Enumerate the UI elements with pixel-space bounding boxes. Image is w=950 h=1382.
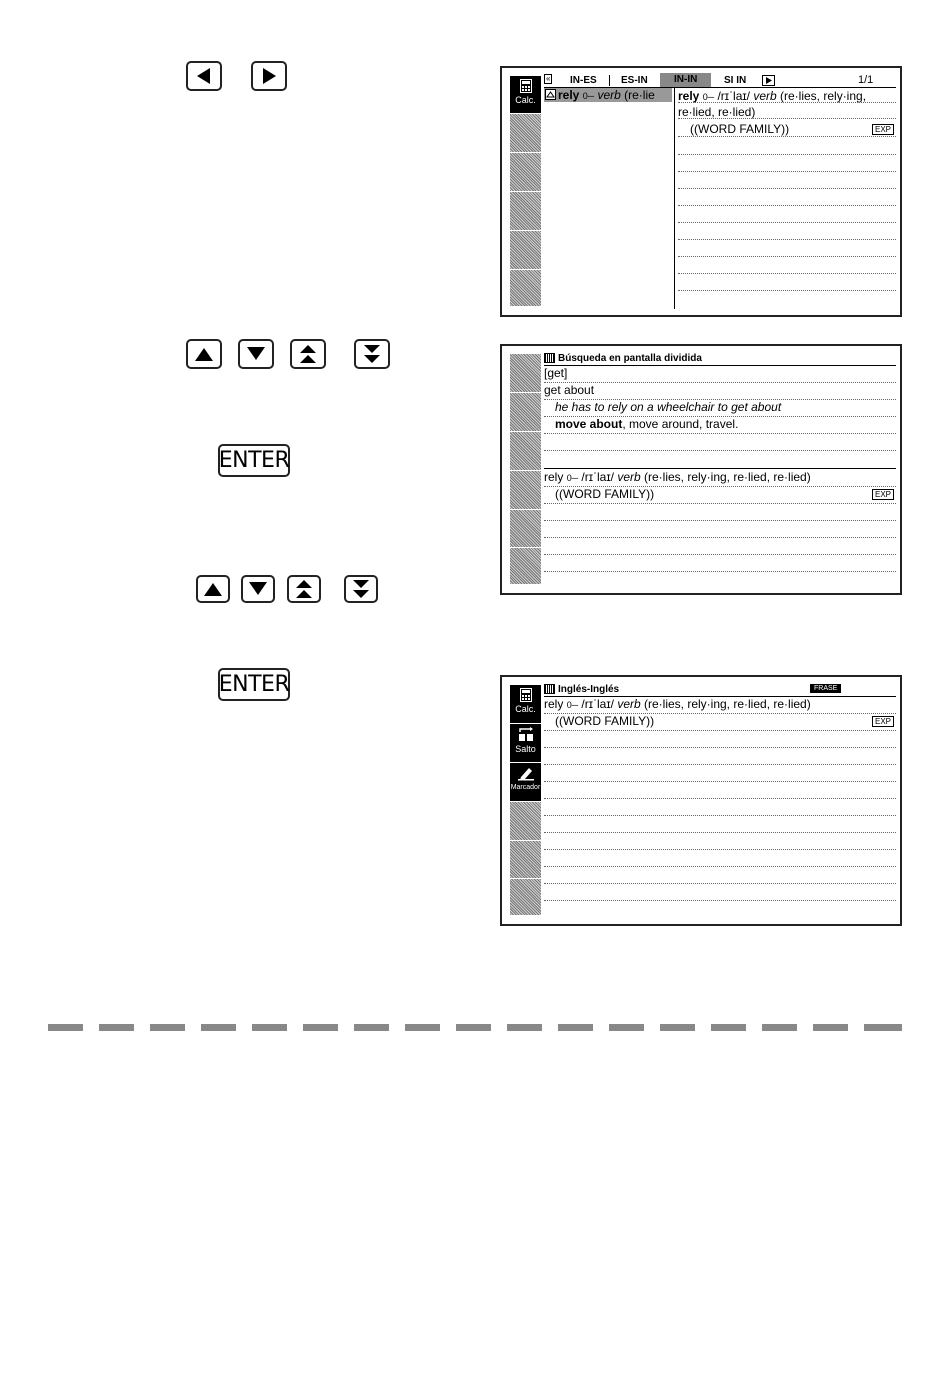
key-icon: 0─ — [582, 91, 595, 101]
rule — [544, 849, 896, 850]
page-up-key-2[interactable] — [287, 575, 321, 603]
function-sidebar — [510, 685, 541, 916]
calculator-icon — [520, 688, 532, 702]
example-sentence: he has to rely on a wheelchair to get about — [555, 400, 782, 414]
page-down-key[interactable] — [354, 339, 390, 369]
rule — [544, 781, 896, 782]
dash-segment — [762, 1024, 797, 1031]
rule — [678, 290, 896, 291]
marker-button[interactable] — [510, 763, 541, 802]
entry-pos: verb — [753, 89, 777, 103]
dash-segment — [558, 1024, 593, 1031]
sidebar-slot[interactable] — [510, 114, 541, 153]
title-text: Búsqueda en pantalla dividida — [558, 353, 702, 364]
dash-segment — [813, 1024, 848, 1031]
calc-label: Calc. — [515, 95, 536, 105]
synonyms-rest: , move around, travel. — [622, 417, 739, 431]
calculator-icon — [520, 79, 532, 93]
down-triangle-icon — [248, 581, 268, 597]
list-word: rely — [558, 88, 580, 102]
dash-segment — [201, 1024, 236, 1031]
screen-dictionary-list — [500, 66, 902, 317]
sidebar-slot[interactable] — [510, 354, 541, 393]
entry-pos: verb — [617, 697, 641, 711]
screen-split-search — [500, 344, 902, 595]
enter-key[interactable]: ENTER — [218, 444, 290, 477]
screen-title — [544, 352, 702, 366]
sidebar-slot[interactable] — [510, 510, 541, 548]
rule — [678, 256, 896, 257]
entry-forms-2: re·lied, re·lied) — [678, 105, 756, 119]
page-up-key[interactable] — [290, 339, 326, 369]
key-icon: 0─ — [566, 473, 579, 483]
entry-forms-1: (re·lies, rely·ing, — [780, 89, 867, 103]
tab-es-in[interactable]: ES-IN — [621, 75, 648, 86]
rule — [678, 171, 896, 172]
rule — [678, 205, 896, 206]
rule — [544, 798, 896, 799]
word-family[interactable]: ((WORD FAMILY)) — [555, 487, 655, 501]
entry-head: rely — [544, 470, 564, 484]
search-term: [get] — [544, 366, 568, 380]
back-icon[interactable]: « — [546, 74, 551, 83]
double-down-icon — [351, 578, 371, 600]
dash-segment — [405, 1024, 440, 1031]
entry-pron: /rɪˈlaɪ/ — [581, 470, 614, 484]
tab-si-in[interactable]: SI IN — [724, 75, 747, 86]
rule — [678, 118, 896, 119]
sidebar-slot[interactable] — [510, 192, 541, 231]
rule — [544, 815, 896, 816]
key-icon: 0─ — [702, 92, 715, 102]
rule — [544, 866, 896, 867]
calc-button[interactable] — [510, 685, 541, 724]
right-arrow-key[interactable] — [251, 61, 287, 91]
double-up-icon — [294, 578, 314, 600]
left-triangle-icon — [195, 67, 213, 85]
play-icon[interactable] — [762, 75, 775, 86]
phrase-badge[interactable]: FRASE — [810, 684, 841, 693]
dash-segment — [660, 1024, 695, 1031]
rule — [544, 433, 896, 434]
pane-divider — [674, 88, 675, 309]
entry-forms: (re·lies, rely·ing, re·lied, re·lied) — [644, 470, 811, 484]
rule — [678, 222, 896, 223]
list-pos: verb — [597, 88, 621, 102]
rule — [678, 273, 896, 274]
double-down-icon — [362, 343, 382, 365]
sidebar-slot[interactable] — [510, 841, 541, 879]
jump-icon — [518, 727, 534, 742]
screen-english-english — [500, 675, 902, 926]
tab-divider — [609, 75, 610, 86]
dash-segment — [609, 1024, 644, 1031]
rule — [544, 730, 896, 731]
synonyms — [555, 417, 738, 431]
down-arrow-key[interactable] — [238, 339, 274, 369]
rule — [678, 102, 896, 103]
double-up-icon — [298, 343, 318, 365]
rule — [678, 136, 896, 137]
up-scroll-icon[interactable] — [545, 89, 556, 100]
dictionary-icon — [544, 353, 555, 363]
rule — [544, 832, 896, 833]
up-triangle-icon — [194, 346, 214, 362]
rule — [544, 571, 896, 572]
word-family[interactable]: ((WORD FAMILY)) — [555, 714, 655, 728]
list-rest: (re·lie — [624, 88, 655, 102]
sidebar-slot[interactable] — [510, 802, 541, 841]
rule — [544, 747, 896, 748]
left-arrow-key[interactable] — [186, 61, 222, 91]
tab-in-in[interactable]: IN-IN — [660, 73, 711, 87]
right-triangle-icon — [260, 67, 278, 85]
function-sidebar — [510, 76, 541, 307]
dash-segment — [99, 1024, 134, 1031]
dash-segment — [711, 1024, 746, 1031]
rule — [678, 239, 896, 240]
dash-segment — [456, 1024, 491, 1031]
entry-head: rely — [678, 89, 700, 103]
rule — [544, 764, 896, 765]
rule — [544, 900, 896, 901]
rule — [544, 883, 896, 884]
rule — [678, 154, 896, 155]
key-icon: 0─ — [566, 700, 579, 710]
calc-button[interactable] — [510, 76, 541, 114]
tab-in-es[interactable]: IN-ES — [570, 75, 597, 86]
dash-segment — [354, 1024, 389, 1031]
exp-badge[interactable]: EXP — [872, 124, 894, 135]
up-triangle-icon — [203, 581, 223, 597]
jump-button[interactable] — [510, 724, 541, 763]
sidebar-slot[interactable] — [510, 393, 541, 432]
entry-pos: verb — [617, 470, 641, 484]
synonyms-bold: move about — [555, 417, 623, 431]
dash-segment — [507, 1024, 542, 1031]
rule — [544, 450, 896, 451]
enter-key-2[interactable]: ENTER — [218, 668, 290, 701]
entry-line — [544, 697, 811, 712]
entry-forms: (re·lies, rely·ing, re·lied, re·lied) — [644, 697, 811, 711]
word-family[interactable]: ((WORD FAMILY)) — [690, 122, 790, 136]
rule — [678, 188, 896, 189]
marker-pen-icon — [518, 766, 534, 781]
dash-segment — [303, 1024, 338, 1031]
sidebar-slot[interactable] — [510, 471, 541, 510]
dictionary-icon — [544, 684, 555, 694]
page-down-key-2[interactable] — [344, 575, 378, 603]
rule — [544, 554, 896, 555]
screen-title — [544, 683, 619, 697]
entry-pron: /rɪˈlaɪ/ — [581, 697, 614, 711]
calc-label: Calc. — [515, 704, 536, 714]
exp-badge[interactable]: EXP — [872, 489, 894, 500]
up-arrow-key-2[interactable] — [196, 575, 230, 603]
rule — [544, 537, 896, 538]
sidebar-slot[interactable] — [510, 270, 541, 307]
exp-badge[interactable]: EXP — [872, 716, 894, 727]
rule — [544, 520, 896, 521]
entry-head: rely — [544, 697, 564, 711]
down-arrow-key-2[interactable] — [241, 575, 275, 603]
dash-segment — [150, 1024, 185, 1031]
sidebar-slot[interactable] — [510, 153, 541, 192]
jump-label: Salto — [515, 744, 536, 754]
title-text: Inglés-Inglés — [558, 684, 620, 695]
function-sidebar — [510, 354, 541, 585]
entry-pron: /rɪˈlaɪ/ — [717, 89, 750, 103]
sidebar-slot[interactable] — [510, 231, 541, 270]
entry-line — [544, 470, 811, 485]
sidebar-slot[interactable] — [510, 432, 541, 471]
sidebar-slot[interactable] — [510, 879, 541, 916]
dash-segment — [864, 1024, 902, 1031]
rule — [544, 382, 896, 383]
list-item-text — [558, 88, 655, 103]
marker-label: Marcador — [510, 784, 541, 791]
down-triangle-icon — [246, 346, 266, 362]
up-arrow-key[interactable] — [186, 339, 222, 369]
split-divider — [544, 468, 896, 469]
sidebar-slot[interactable] — [510, 548, 541, 585]
phrase[interactable]: get about — [544, 383, 595, 397]
rule — [544, 503, 896, 504]
dash-segment — [48, 1024, 83, 1031]
page-indicator: 1/1 — [858, 74, 874, 86]
dash-segment — [252, 1024, 287, 1031]
title-underline — [544, 365, 896, 366]
